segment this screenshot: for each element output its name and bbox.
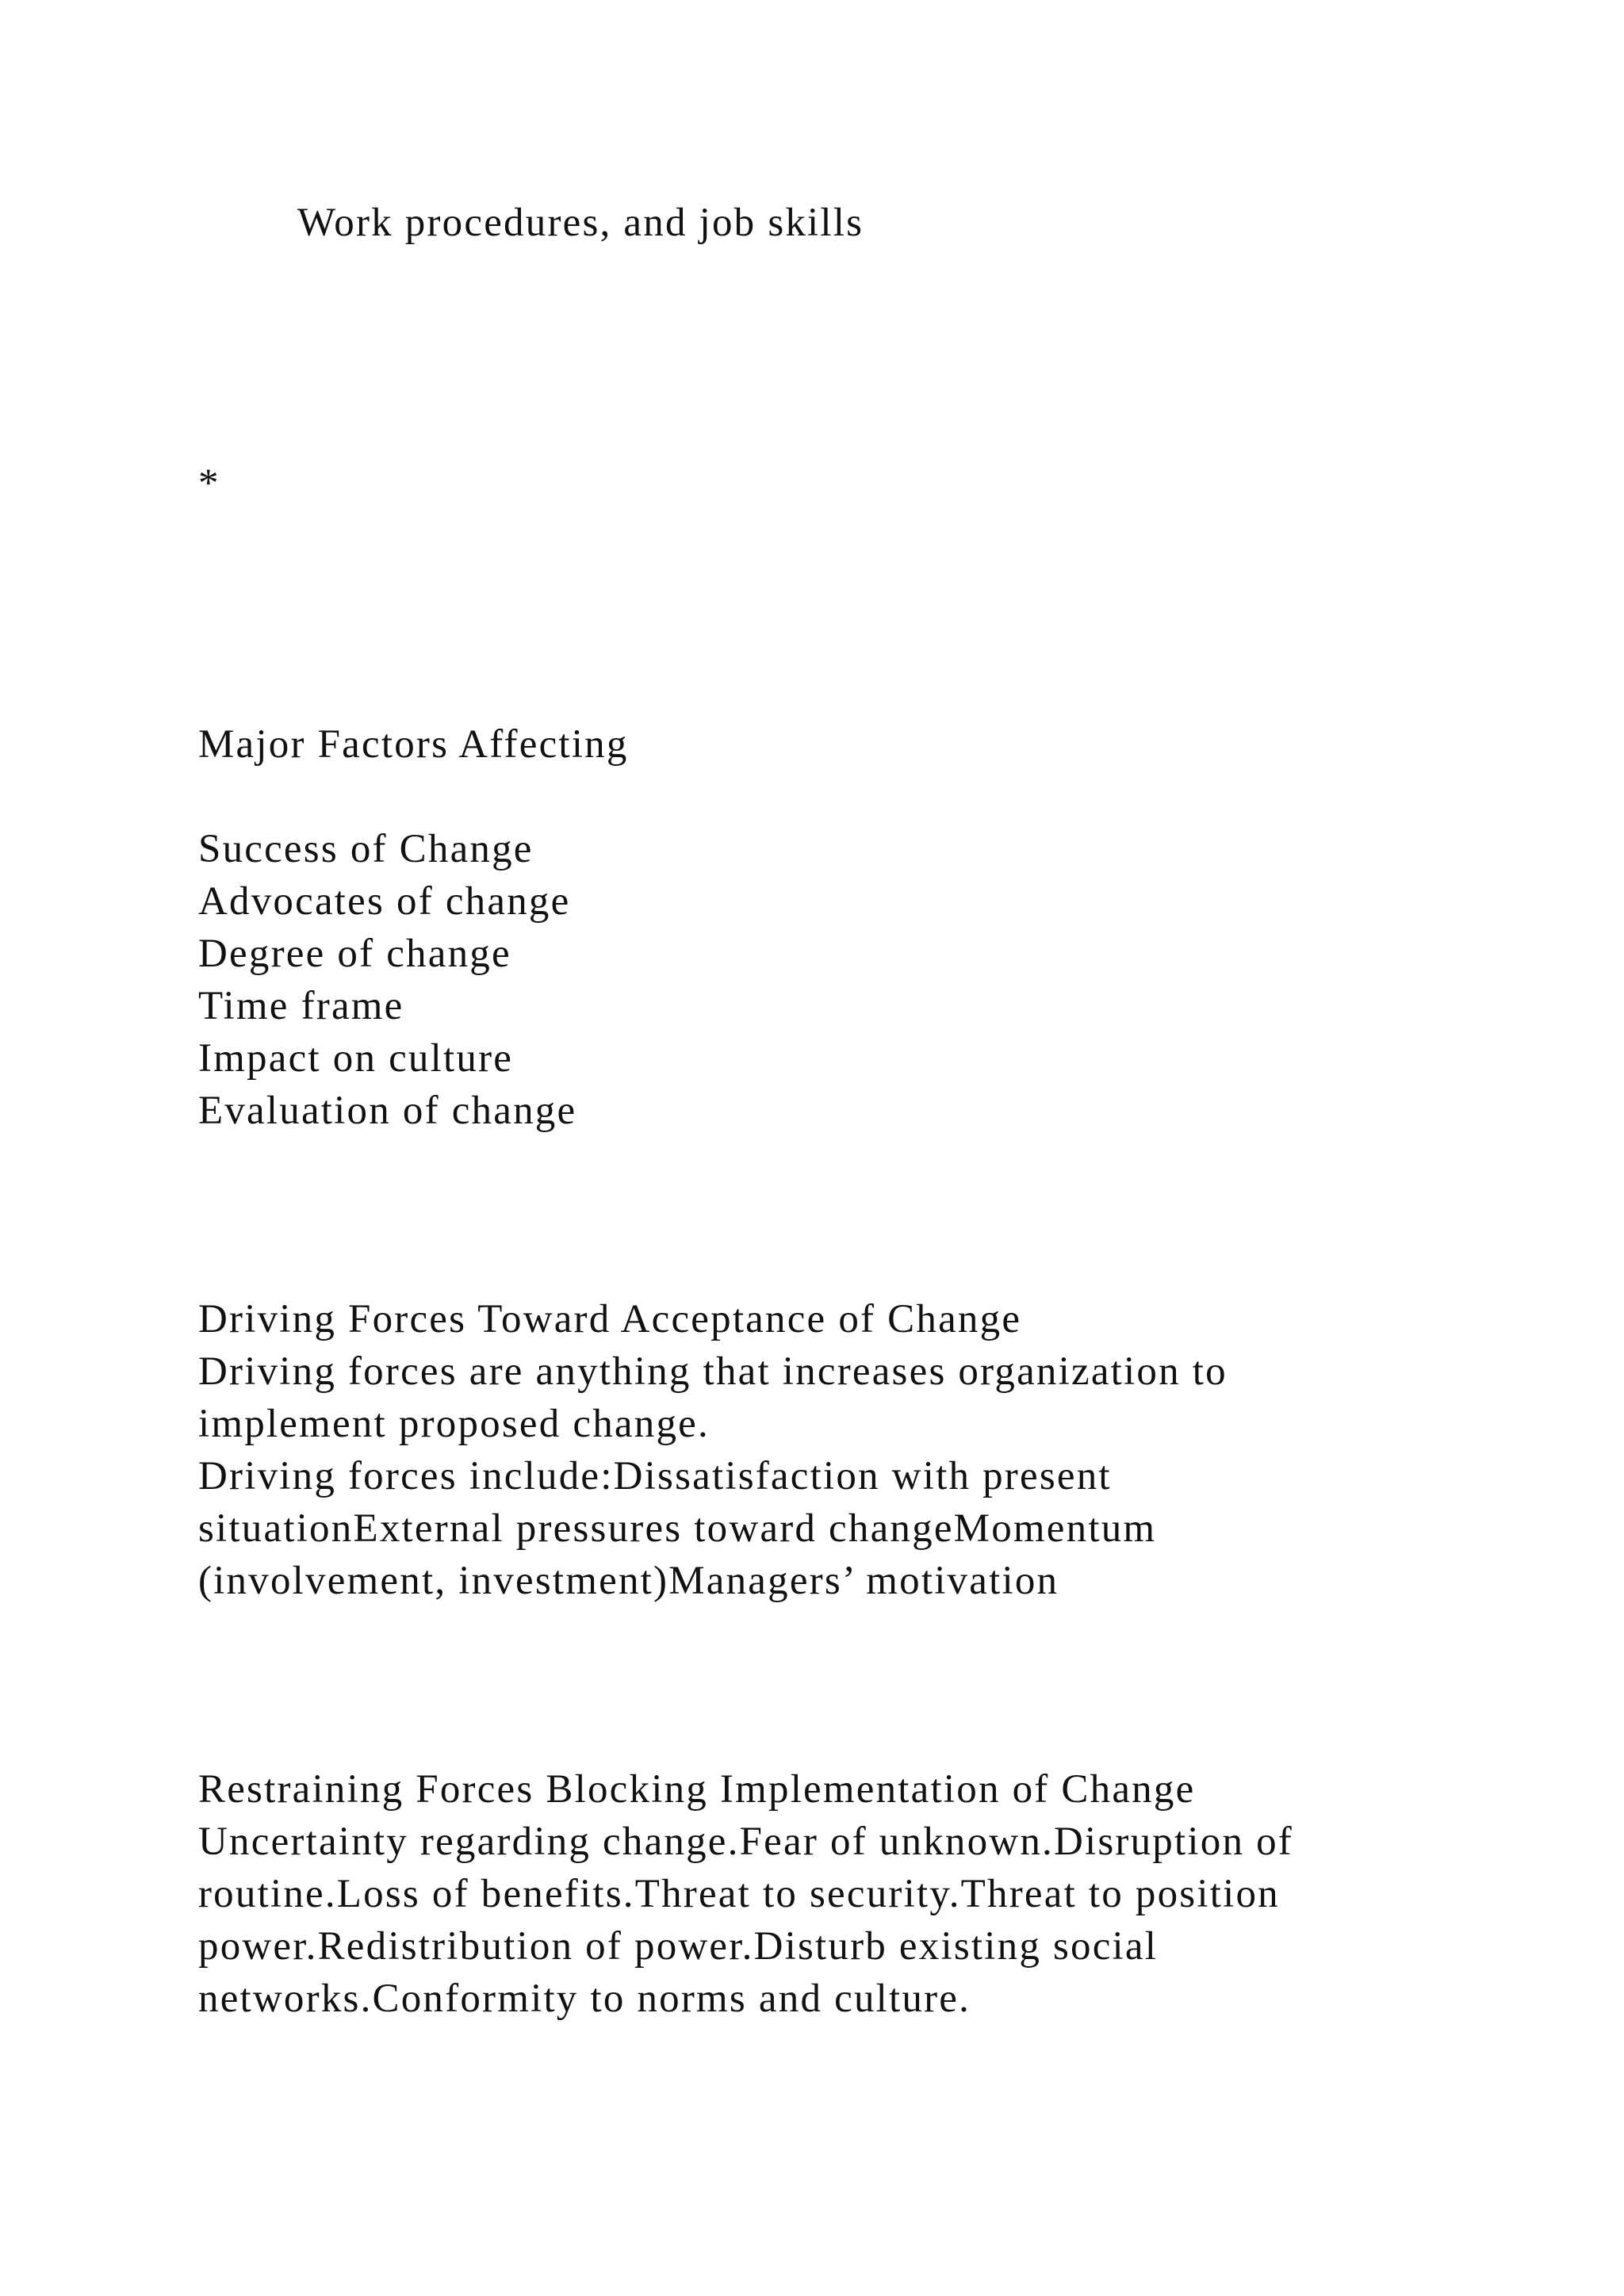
major-factors-heading-continued: Success of Change xyxy=(198,827,534,871)
major-factor-item: Advocates of change xyxy=(198,879,571,924)
driving-forces-text-line: Driving forces are anything that increases organization to xyxy=(198,1349,1228,1394)
major-factor-item: Impact on culture xyxy=(198,1036,514,1081)
restraining-forces-text-line: Uncertainty regarding change.Fear of unknown.Disruption of xyxy=(198,1820,1293,1864)
restraining-forces-text-line: networks.Conformity to norms and culture. xyxy=(198,1976,971,2021)
driving-forces-text-line: situationExternal pressures toward changeMomentum xyxy=(198,1506,1157,1551)
restraining-forces-heading: Restraining Forces Blocking Implementation of Change xyxy=(198,1767,1196,1812)
driving-forces-text-line: (involvement, investment)Managers’ motivation xyxy=(198,1559,1059,1603)
intro-line: Work procedures, and job skills xyxy=(297,201,864,245)
driving-forces-text-line: Driving forces include:Dissatisfaction with present xyxy=(198,1454,1112,1498)
driving-forces-text-line: implement proposed change. xyxy=(198,1402,710,1446)
separator-asterisk: * xyxy=(198,461,220,506)
driving-forces-heading: Driving Forces Toward Acceptance of Change xyxy=(198,1297,1022,1341)
major-factor-item: Time frame xyxy=(198,984,404,1028)
major-factor-item: Evaluation of change xyxy=(198,1089,577,1133)
restraining-forces-text-line: power.Redistribution of power.Disturb existing social xyxy=(198,1924,1159,1969)
major-factors-heading: Major Factors Affecting xyxy=(198,722,629,767)
restraining-forces-text-line: routine.Loss of benefits.Threat to security.Threat to position xyxy=(198,1872,1280,1916)
major-factor-item: Degree of change xyxy=(198,932,511,976)
